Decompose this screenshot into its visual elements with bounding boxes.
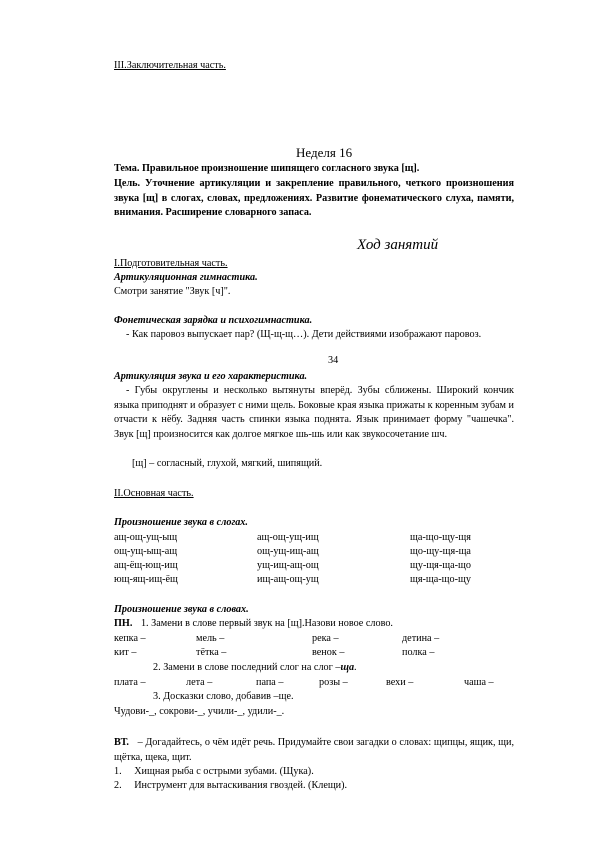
preparatory-part-header: I.Подготовительная часть. xyxy=(114,258,228,269)
main-part-header: II.Основная часть. xyxy=(114,488,194,499)
task2-word: лета – xyxy=(186,677,213,688)
syllable-row xyxy=(114,573,514,587)
articulation-header: Артикуляция звука и его характеристика. xyxy=(114,371,308,382)
riddle-number: 1. xyxy=(114,766,122,777)
task1-word: детина – xyxy=(402,633,440,644)
riddle-item xyxy=(114,765,314,779)
task2-prefix: 2. Замени в слове последний слог на слог – xyxy=(153,662,341,673)
task2-word-row xyxy=(114,676,534,690)
syllable-cell: ащ-ёщ-ющ-ищ xyxy=(114,560,178,571)
syllable-row xyxy=(114,531,514,545)
task1-word-row xyxy=(114,646,514,660)
task1-word: мель – xyxy=(196,633,225,644)
syllable-row xyxy=(114,559,514,573)
syllable-cell: ющ-ящ-ищ-ёщ xyxy=(114,574,178,585)
task1-word: полка – xyxy=(402,647,435,658)
syllable-cell: ощ-ущ-ищ-ащ xyxy=(257,546,319,557)
syllable-cell: щя-ща-що-щу xyxy=(410,574,471,585)
syllable-cell: ащ-ощ-ущ-ыщ xyxy=(114,532,178,543)
riddle-text: Хищная рыба с острыми зубами. (Щука). xyxy=(134,766,314,777)
task1-line xyxy=(114,617,393,631)
tuesday-task xyxy=(114,736,514,765)
words-header: Произношение звука в словах. xyxy=(114,604,249,615)
phonetic-warmup-header: Фонетическая зарядка и психогимнастика. xyxy=(114,315,313,326)
articulation-gymnastics-header: Артикуляционная гимнастика. xyxy=(114,272,258,283)
task1-instruction: 1. Замени в слове первый звук на [щ].Назови новое слово. xyxy=(140,618,393,629)
task1-word: кепка – xyxy=(114,633,146,644)
week-title: Неделя 16 xyxy=(296,145,353,160)
sound-characteristic: [щ] – согласный, глухой, мягкий, шипящий. xyxy=(132,458,323,469)
riddle-number: 2. xyxy=(114,780,122,791)
syllable-cell: ащ-ощ-ущ-ищ xyxy=(257,532,319,543)
task1-word: венок – xyxy=(312,647,345,658)
task1-word: тётка – xyxy=(196,647,227,658)
syllable-row xyxy=(114,545,514,559)
task1-word: река – xyxy=(312,633,339,644)
task1-word-row xyxy=(114,632,514,646)
task2-instruction xyxy=(153,661,357,675)
task3-instruction: 3. Досказки слово, добавив –ще. xyxy=(153,691,294,702)
task2-word: вехи – xyxy=(386,677,414,688)
task2-word: чаша – xyxy=(464,677,494,688)
articulation-description: - Губы округлены и несколько вытянуты вперёд. Зубы сближены. Широкий кончик языка приподнят и образует с ними щель. Боковые края языка прижаты к коренным зубам и отчасти к нёбу. Задняя часть спинки языка поднята. Язык принимает форму "чашечка". Звук [щ] произносится как долгое мягкое шь-шь или как звукосочетание шч. xyxy=(114,385,514,440)
syllable-cell: ощ-ущ-ыщ-ащ xyxy=(114,546,178,557)
task2-syllable: ща xyxy=(340,662,355,673)
weekday-tuesday-tag: ВТ. xyxy=(114,737,129,748)
lesson-heading: Ход занятий xyxy=(357,237,439,253)
weekday-monday-tag: ПН. xyxy=(114,618,133,629)
syllable-cell: щу-щя-ща-що xyxy=(410,560,471,571)
syllable-cell: ищ-ащ-ощ-ущ xyxy=(257,574,319,585)
task3-words: Чудови-_, сокрови-_, учили-_, удили-_. xyxy=(114,706,285,717)
syllable-cell: що-щу-щя-ща xyxy=(410,546,471,557)
riddle-text: Инструмент для вытаскивания гвоздей. (Клещи). xyxy=(134,780,348,791)
lesson-theme: Тема. Правильное произношение шипящего согласного звука [щ]. xyxy=(114,163,420,174)
syllables-header: Произношение звука в слогах. xyxy=(114,517,248,528)
riddle-item xyxy=(114,779,347,793)
steam-exercise-text: - Как паровоз выпускает пар? (Щ-щ-щ…). Дети действиями изображают паровоз. xyxy=(126,329,482,340)
closing-part-header: III.Заключительная часть. xyxy=(114,60,226,71)
task2-word: папа – xyxy=(256,677,284,688)
page-number: 34 xyxy=(328,355,339,366)
task2-suffix: . xyxy=(354,662,357,673)
task1-word: кит – xyxy=(114,647,137,658)
syllable-cell: ущ-ищ-ащ-ощ xyxy=(257,560,319,571)
syllable-cell: ща-що-щу-щя xyxy=(410,532,471,543)
see-lesson-note: Смотри занятие "Звук [ч]". xyxy=(114,286,231,297)
tuesday-instruction: – Догадайтесь, о чём идёт речь. Придумайте свои загадки о словах: щипцы, ящик, щи, щётка, щека, щит. xyxy=(114,737,515,763)
task2-word: плата – xyxy=(114,677,146,688)
lesson-goal: Цель. Уточнение артикуляции и закрепление правильного, четкого произношения звука [щ] в слогах, словах, предложениях. Развитие фонематического слуха, памяти, внимания. Расширение словарного запаса. xyxy=(114,178,514,218)
task2-word: розы – xyxy=(319,677,348,688)
